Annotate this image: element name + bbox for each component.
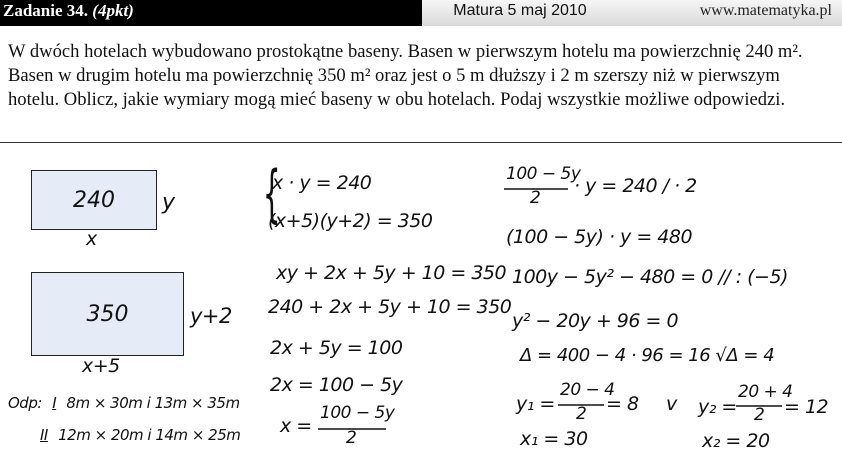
pool1-side-x: x — [86, 228, 97, 250]
r1-denominator: 2 — [530, 188, 541, 208]
system-eq-1: x · y = 240 — [272, 172, 372, 194]
pool1-side-y: y — [162, 190, 175, 215]
r2-equation: (100 − 5y) · y = 480 — [506, 226, 693, 248]
system-brace: { — [262, 157, 281, 230]
r3-equation: 100y − 5y² − 480 = 0 // : (−5) — [512, 266, 788, 288]
y2-value: = 12 — [784, 396, 829, 418]
pool2-side-x: x+5 — [82, 355, 120, 377]
answer-line-1 — [8, 394, 240, 412]
y2-denominator: 2 — [754, 405, 765, 425]
eq-substitute: 240 + 2x + 5y + 10 = 350 — [268, 296, 512, 318]
system-eq-2: (x+5)(y+2) = 350 — [268, 210, 433, 232]
eq-x-denominator: 2 — [346, 428, 357, 448]
r4-equation: y² − 20y + 96 = 0 — [512, 310, 679, 332]
answer-text-2: 12m × 20m i 14m × 25m — [58, 426, 241, 444]
pool2-rectangle — [31, 272, 184, 356]
task-label: Zadanie 34. — [3, 1, 89, 20]
eq-simplify: 2x + 5y = 100 — [270, 337, 403, 359]
header — [0, 0, 842, 26]
pool2-area: 350 — [86, 301, 129, 327]
answer-label-1: I — [52, 394, 57, 412]
eq-x-lhs: x = — [280, 415, 312, 437]
pool1-area: 240 — [73, 187, 115, 213]
eq-isolate: 2x = 100 − 5y — [270, 374, 403, 396]
y1-value: = 8 — [606, 393, 639, 415]
eq-x-numerator: 100 − 5y — [320, 403, 395, 423]
eq-expand: xy + 2x + 5y + 10 = 350 — [276, 262, 507, 284]
y1-lhs: y₁ = — [516, 393, 555, 415]
answer-label-2: II — [40, 426, 48, 444]
or-sign: v — [666, 393, 677, 415]
task-header — [0, 0, 422, 26]
r1-numerator: 100 − 5y — [506, 164, 581, 184]
answer-line-2 — [40, 426, 240, 444]
y1-denominator: 2 — [576, 404, 587, 424]
y2-numerator: 20 + 4 — [738, 382, 793, 402]
pool2-side-y: y+2 — [190, 304, 232, 328]
answer-text-1: 8m × 30m i 13m × 35m — [66, 394, 240, 412]
x1-value: x₁ = 30 — [520, 428, 588, 450]
r1-rest: · y = 240 / · 2 — [574, 175, 697, 197]
exam-title: Matura 5 maj 2010 — [453, 2, 587, 19]
site-url[interactable]: www.matematyka.pl — [699, 2, 832, 19]
divider — [0, 142, 842, 143]
y2-lhs: y₂ = — [698, 396, 737, 418]
pool1-rectangle — [31, 170, 157, 230]
x2-value: x₂ = 20 — [702, 430, 770, 452]
answer-prefix: Odp: — [8, 394, 42, 412]
task-points: (4pkt) — [92, 1, 134, 20]
r5-delta: Δ = 400 − 4 · 96 = 16 √Δ = 4 — [520, 345, 775, 366]
task-text: W dwóch hotelach wybudowano prostokątne baseny. Basen w pierwszym hotelu ma powierzchnię 240 m². Basen w drugim hotelu ma powierzchnię 350 m² oraz jest o 5 m dłuższy i 2 m szerszy niż w pierwszym hotelu. Oblicz, jakie wymiary mogą mieć baseny w obu hotelach. Podaj wszystkie możliwe odpowiedzi. — [8, 41, 803, 110]
y1-numerator: 20 − 4 — [560, 380, 615, 400]
